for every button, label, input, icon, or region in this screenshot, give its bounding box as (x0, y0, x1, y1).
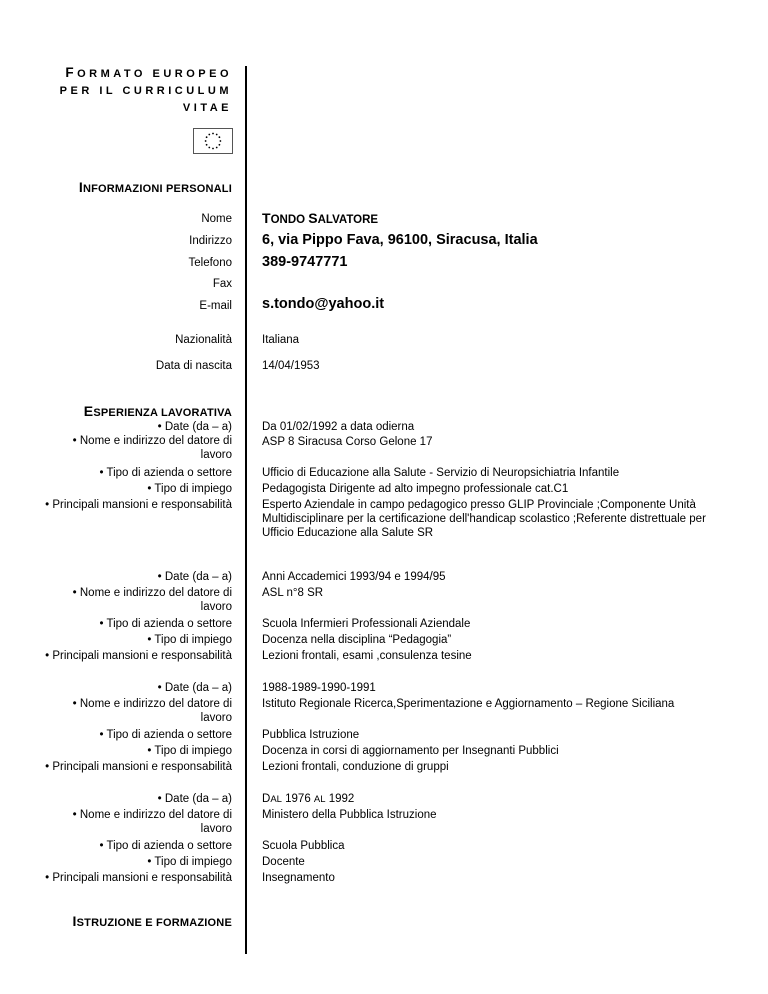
entry2-employer: ASL n°8 SR (262, 587, 324, 599)
entry4-sector: Scuola Pubblica (262, 840, 345, 852)
label-duties: • Principali mansioni e responsabilità (45, 761, 232, 773)
column-divider (245, 66, 247, 954)
label-nazionalita: Nazionalità (175, 334, 232, 346)
value-nazionalita: Italiana (262, 334, 300, 346)
label-duties: • Principali mansioni e responsabilità (45, 872, 232, 884)
cv-title-initial: F (65, 65, 78, 80)
cv-title-line1: ORMATO EUROPEO (77, 68, 232, 80)
entry4-employer: Ministero della Pubblica Istruzione (262, 809, 437, 821)
label-email: E-mail (199, 300, 232, 312)
value-indirizzo: 6, via Pippo Fava, 96100, Siracusa, Italia (262, 232, 538, 248)
cv-title-line3: VITAE (182, 102, 232, 114)
value-nome: TONDO SALVATORE (262, 210, 379, 226)
entry2-date: Anni Accademici 1993/94 e 1994/95 (262, 571, 446, 583)
label-date: • Date (da – a) (157, 571, 232, 583)
value-email: s.tondo@yahoo.it (262, 296, 385, 312)
entry3-duties: Lezioni frontali, conduzione di gruppi (262, 761, 449, 773)
entry3-date: 1988-1989-1990-1991 (262, 682, 376, 694)
label-employer: • Nome e indirizzo del datore di lavoro (72, 435, 232, 461)
label-employer: • Nome e indirizzo del datore di lavoro (72, 698, 232, 724)
entry1-employer: ASP 8 Siracusa Corso Gelone 17 (262, 436, 433, 448)
entry3-job: Docenza in corsi di aggiornamento per Insegnanti Pubblici (262, 745, 559, 757)
label-employer: • Nome e indirizzo del datore di lavoro (72, 587, 232, 613)
section-personal-info: INFORMAZIONI PERSONALI (78, 179, 232, 195)
section-education: ISTRUZIONE E FORMAZIONE (72, 913, 232, 929)
entry1-sector: Ufficio di Educazione alla Salute - Servizio di Neuropsichiatria Infantile (262, 467, 620, 479)
entry4-date: DAL 1976 AL 1992 (262, 793, 355, 805)
entry4-job: Docente (262, 856, 305, 868)
label-data-nascita: Data di nascita (155, 360, 232, 372)
entry1-job: Pedagogista Dirigente ad alto impegno professionale cat.C1 (262, 483, 569, 495)
label-sector: • Tipo di azienda o settore (99, 467, 232, 479)
label-nome: Nome (201, 213, 232, 225)
entry2-job: Docenza nella disciplina “Pedagogia” (262, 634, 452, 646)
eu-stars-icon (194, 129, 232, 153)
label-duties: • Principali mansioni e responsabilità (45, 499, 232, 511)
label-sector: • Tipo di azienda o settore (99, 729, 232, 741)
label-date: • Date (da – a) (157, 793, 232, 805)
label-sector: • Tipo di azienda o settore (99, 618, 232, 630)
entry3-sector: Pubblica Istruzione (262, 729, 360, 741)
cv-title (60, 64, 232, 117)
label-fax: Fax (212, 278, 232, 290)
entry2-duties: Lezioni frontali, esami ,consulenza tesine (262, 650, 472, 662)
value-data-nascita: 14/04/1953 (262, 360, 320, 372)
eu-flag-logo (193, 128, 233, 154)
cv-title-line2: PER IL CURRICULUM (59, 85, 232, 97)
entry3-employer: Istituto Regionale Ricerca,Sperimentazione e Aggiornamento – Regione Siciliana (262, 698, 675, 710)
entry1-duties: Esperto Aziendale in campo pedagogico presso GLIP Provinciale ;Componente Unità Multidisciplinare per la certificazione dell'handicap scolastico ;Referente distrettuale per Ufficio Educazione alla Salute SR (262, 499, 706, 539)
entry1-date: Da 01/02/1992 a data odierna (262, 421, 415, 433)
label-duties: • Principali mansioni e responsabilità (45, 650, 232, 662)
label-indirizzo: Indirizzo (189, 235, 232, 247)
label-job: • Tipo di impiego (147, 856, 232, 868)
label-job: • Tipo di impiego (147, 745, 232, 757)
label-job: • Tipo di impiego (147, 483, 232, 495)
entry2-sector: Scuola Infermieri Professionali Aziendale (262, 618, 471, 630)
label-date: • Date (da – a) (157, 421, 232, 433)
label-employer: • Nome e indirizzo del datore di lavoro (72, 809, 232, 835)
label-date: • Date (da – a) (157, 682, 232, 694)
value-telefono: 389-9747771 (262, 254, 348, 270)
entry4-duties: Insegnamento (262, 872, 335, 884)
label-telefono: Telefono (188, 257, 232, 269)
label-sector: • Tipo di azienda o settore (99, 840, 232, 852)
section-work-experience: ESPERIENZA LAVORATIVA (83, 403, 232, 419)
label-job: • Tipo di impiego (147, 634, 232, 646)
